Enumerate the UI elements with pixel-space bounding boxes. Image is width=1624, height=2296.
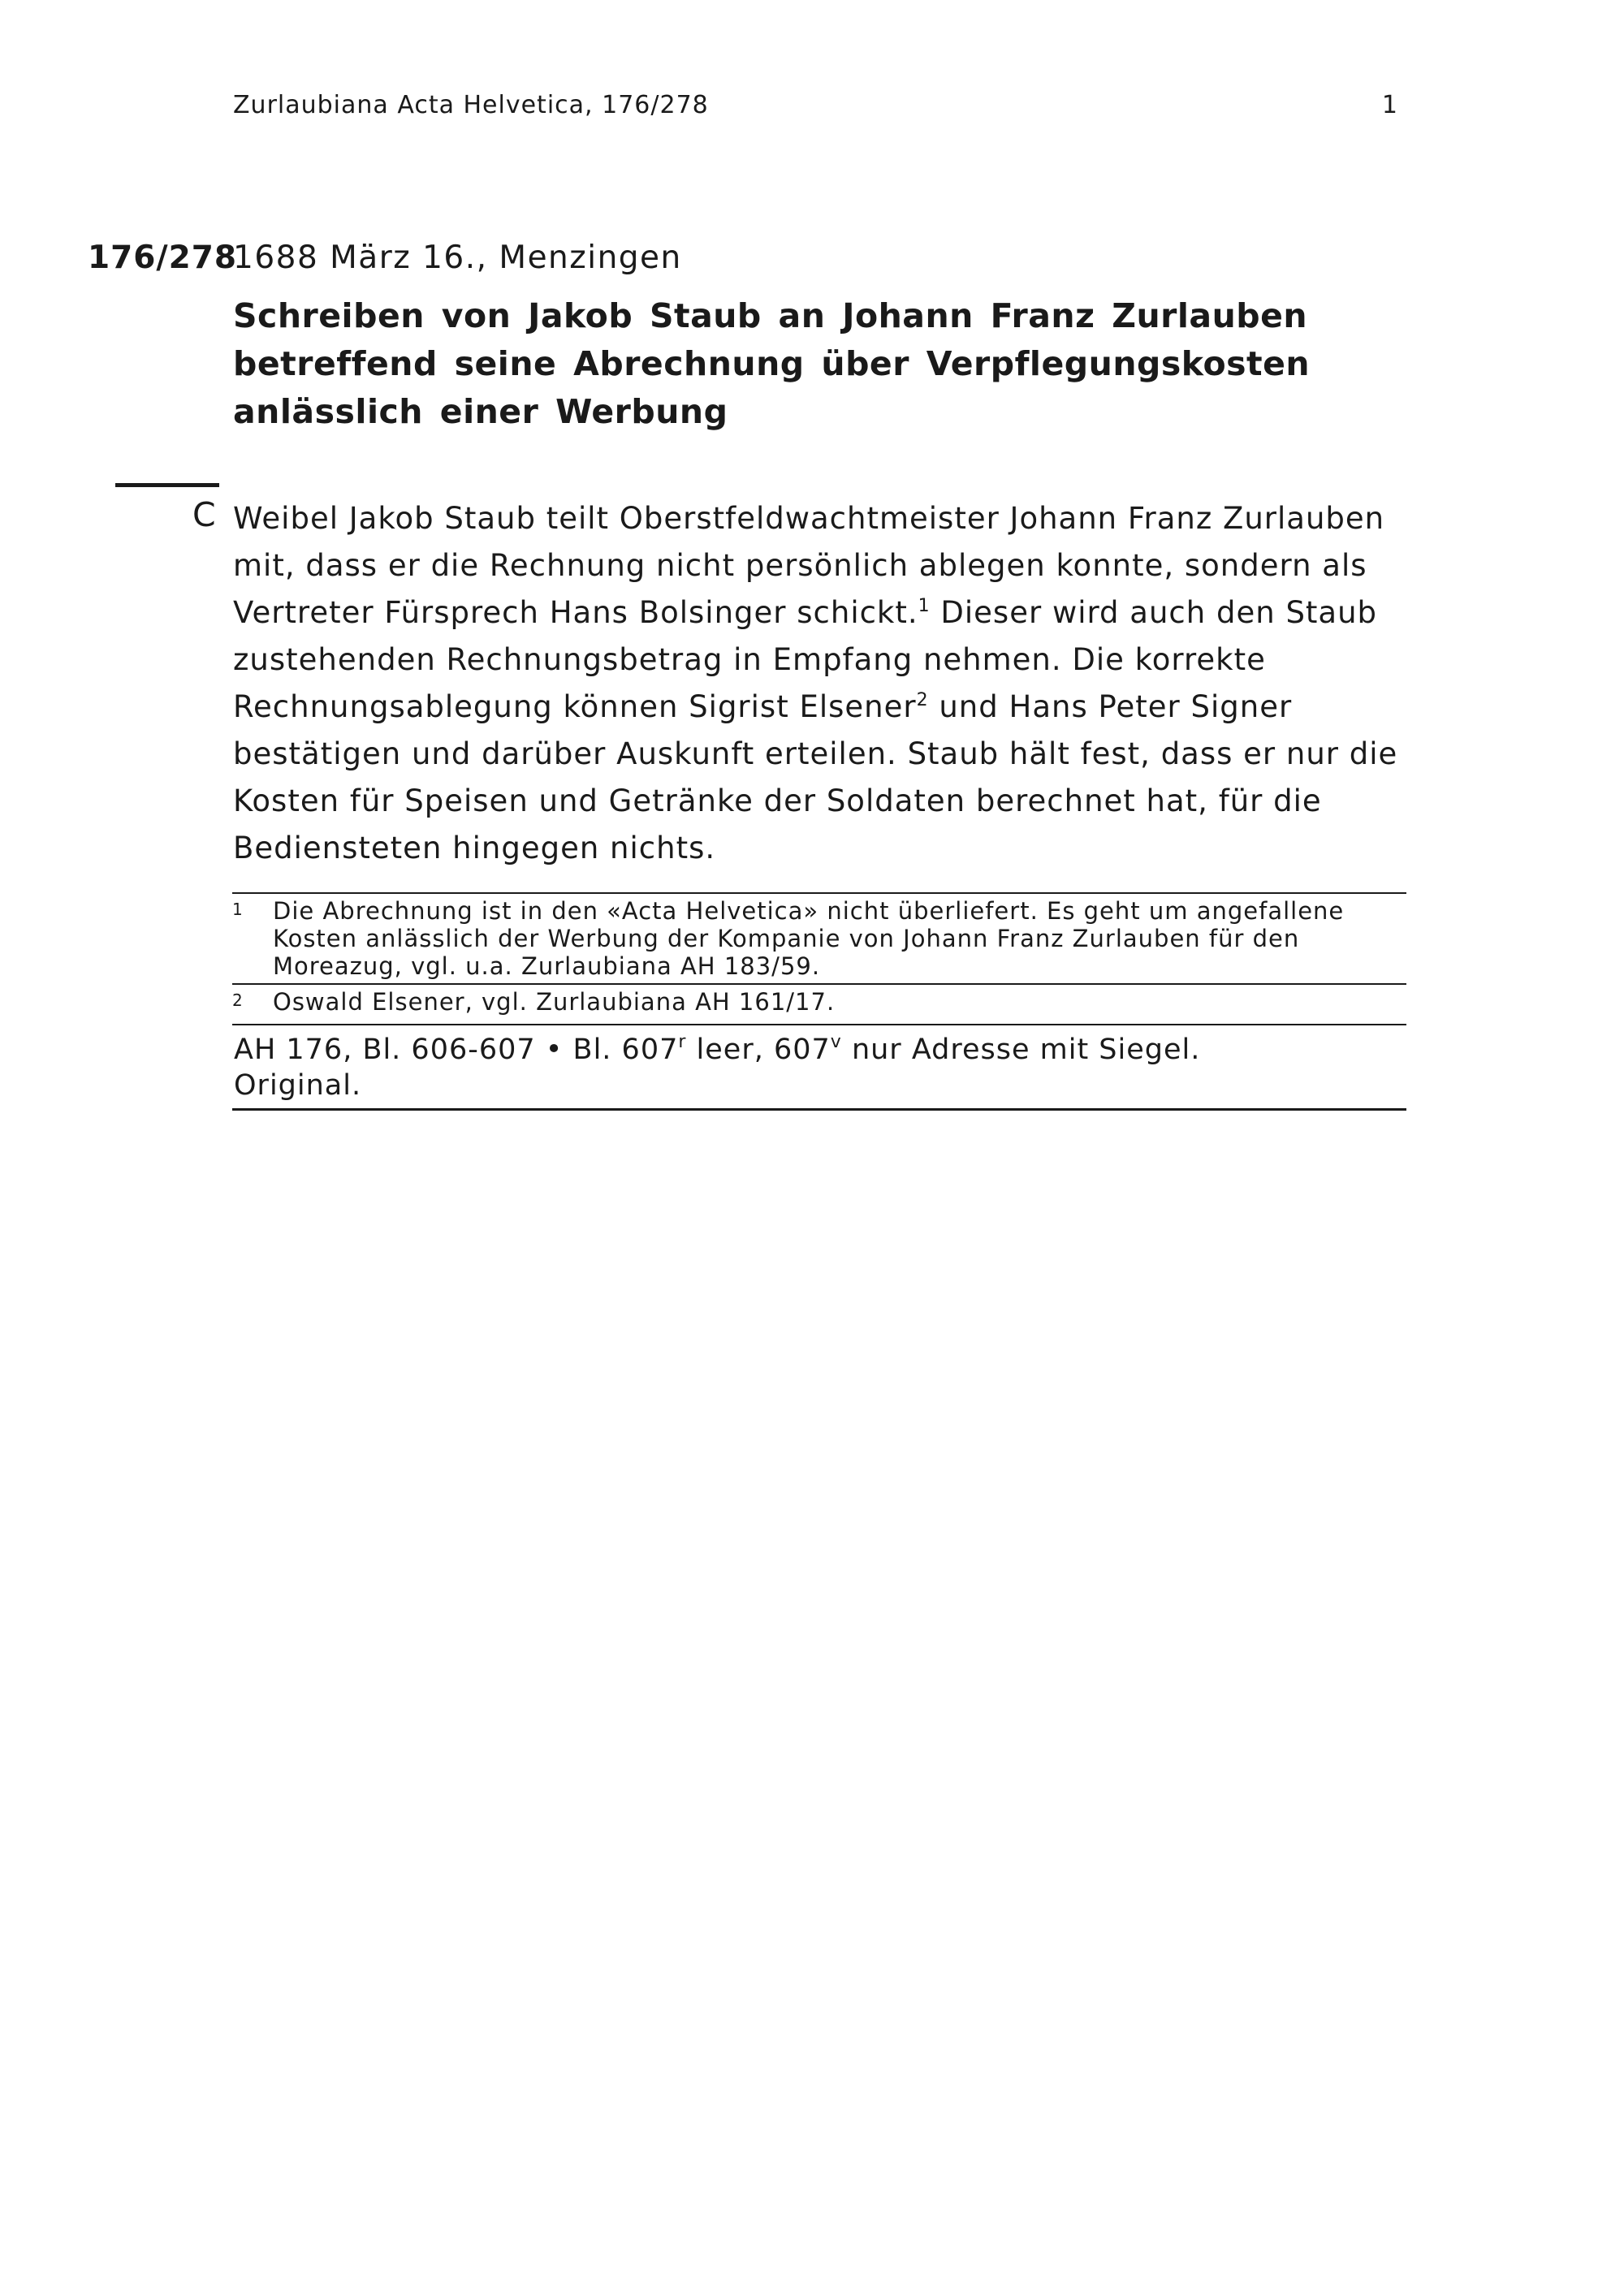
footnote-ref-1[interactable]: 1 (918, 596, 931, 616)
footnotes-section (232, 892, 1406, 1111)
entry-number: 176/278 (88, 240, 238, 276)
recto-sup: r (678, 1032, 687, 1052)
footnote-ref-2[interactable]: 2 (916, 690, 929, 710)
footnote-text: Oswald Elsener, vgl. Zurlaubiana AH 161/17. (273, 988, 836, 1016)
source-line-2: Original. (234, 1069, 362, 1102)
entry-title: Schreiben von Jakob Staub an Johann Franz Zurlauben betreffend seine Abrechnung über Verpflegungskosten anlässlich einer Werbung (233, 296, 1311, 431)
running-header (233, 91, 1405, 132)
regest-part-3: und Hans Peter Signer bestätigen und darüber Auskunft erteilen. Staub hält fest, dass er nur die Kosten für Speisen und Getränke der Soldaten berechnet hat, für die Bediensteten hingegen nichts. (233, 689, 1398, 865)
margin-rule (115, 483, 219, 487)
source-part-3: nur Adresse mit Siegel. (841, 1034, 1201, 1066)
footnote-mark: 2 (232, 990, 244, 1010)
footnote-mark: 1 (232, 900, 244, 919)
running-title: Zurlaubiana Acta Helvetica, 176/278 (233, 91, 709, 119)
page-number: 1 (1381, 91, 1398, 119)
source-part-1: AH 176, Bl. 606-607 • Bl. 607 (234, 1034, 679, 1066)
footnote-1 (232, 892, 1406, 983)
footnote-2 (232, 983, 1406, 1019)
regest-part-1: Weibel Jakob Staub teilt Oberstfeldwachtmeister Johann Franz Zurlauben mit, dass er die Rechnung nicht persönlich ablegen konnte, sondern als Vertreter Fürsprech Hans Bolsinger schickt. (233, 501, 1385, 630)
source-note (232, 1024, 1406, 1111)
footnote-text: Die Abrechnung ist in den «Acta Helvetica» nicht überliefert. Es geht um angefallene Kosten anlässlich der Werbung der Kompanie von Johann Franz Zurlauben für den Moreazug, vgl. u.a. Zurlaubiana AH 183/59. (273, 897, 1345, 980)
regest-part-2: Dieser wird auch den Staub zustehenden Rechnungsbetrag in Empfang nehmen. Die korrekte Rechnungsablegung können Sigrist Elsener (233, 595, 1378, 724)
margin-letter: C (192, 495, 216, 534)
entry-date-place: 1688 März 16., Menzingen (233, 240, 682, 276)
source-line-1 (234, 1032, 1406, 1068)
regest-text (233, 495, 1410, 872)
verso-sup: v (830, 1032, 842, 1052)
source-part-2: leer, 607 (686, 1034, 831, 1066)
